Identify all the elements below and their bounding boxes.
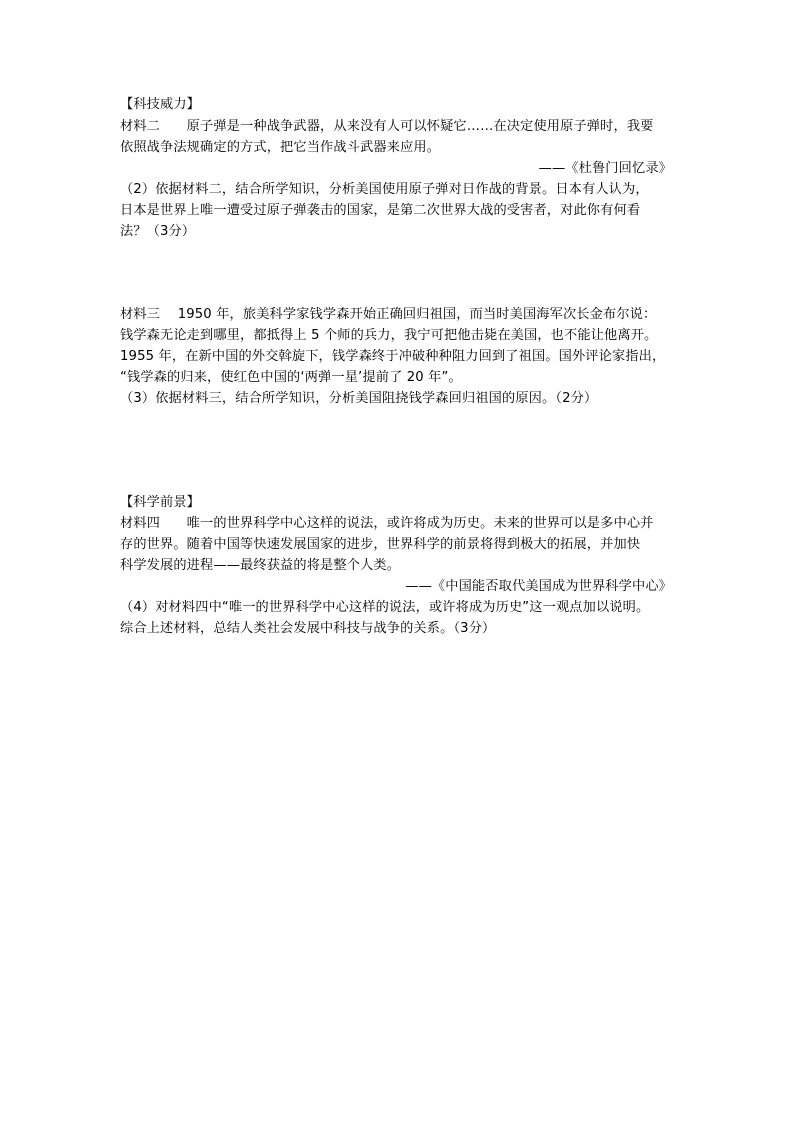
material-four-source: ——《中国能否取代美国成为世界科学中心》 [405, 579, 672, 594]
question-two-line-3: 法？（3分） [120, 224, 196, 239]
material-four-line-2: 存的世界。随着中国等快速发展国家的进步，世界科学的前景将得到极大的拓展，并加快 [120, 537, 641, 552]
material-four-line-1: 材料四 唯一的世界科学中心这样的说法，或许将成为历史。未来的世界可以是多中心并 [120, 516, 654, 531]
question-two-line-2: 日本是世界上唯一遭受过原子弹袭击的国家，是第二次世界大战的受害者，对此你有何看 [120, 203, 641, 218]
material-four-line-3: 科学发展的进程——最终获益的将是整个人类。 [120, 558, 401, 573]
material-two-line-1: 材料二 原子弹是一种战争武器，从来没有人可以怀疑它……在决定使用原子弹时，我要 [120, 119, 654, 134]
question-four-line-2: 综合上述材料，总结人类社会发展中科技与战争的关系。（3分） [120, 621, 496, 636]
section-heading-tech-power: 【科技威力】 [120, 97, 201, 112]
section-heading-science-prospect: 【科学前景】 [120, 495, 201, 510]
material-three-line-2: 钱学森无论走到哪里，都抵得上 5 个师的兵力，我宁可把他击毙在美国，也不能让他离开。 [120, 328, 658, 343]
material-two-line-2: 依照战争法规确定的方式，把它当作战斗武器来应用。 [120, 140, 441, 155]
question-four-line-1: （4）对材料四中“唯一的世界科学中心这样的说法，或许将成为历史”这一观点加以说明。 [120, 600, 650, 615]
material-three-line-1: 材料三 1950 年，旅美科学家钱学森开始正确回归祖国，而当时美国海军次长金布尔说： [120, 307, 657, 322]
material-two-source: ——《杜鲁门回忆录》 [538, 161, 672, 176]
material-three-line-4: “钱学森的归来，使红色中国的‘两弹一星’提前了 20 年”。 [120, 370, 462, 385]
material-three-line-3: 1955 年，在新中国的外交斡旋下，钱学森终于冲破种种阻力回到了祖国。国外评论家指出， [120, 349, 666, 364]
question-three-line-1: （3）依据材料三，结合所学知识，分析美国阻挠钱学森回归祖国的原因。（2分） [120, 391, 598, 406]
question-two-line-1: （2）依据材料二，结合所学知识，分析美国使用原子弹对日作战的背景。日本有人认为， [120, 182, 649, 197]
